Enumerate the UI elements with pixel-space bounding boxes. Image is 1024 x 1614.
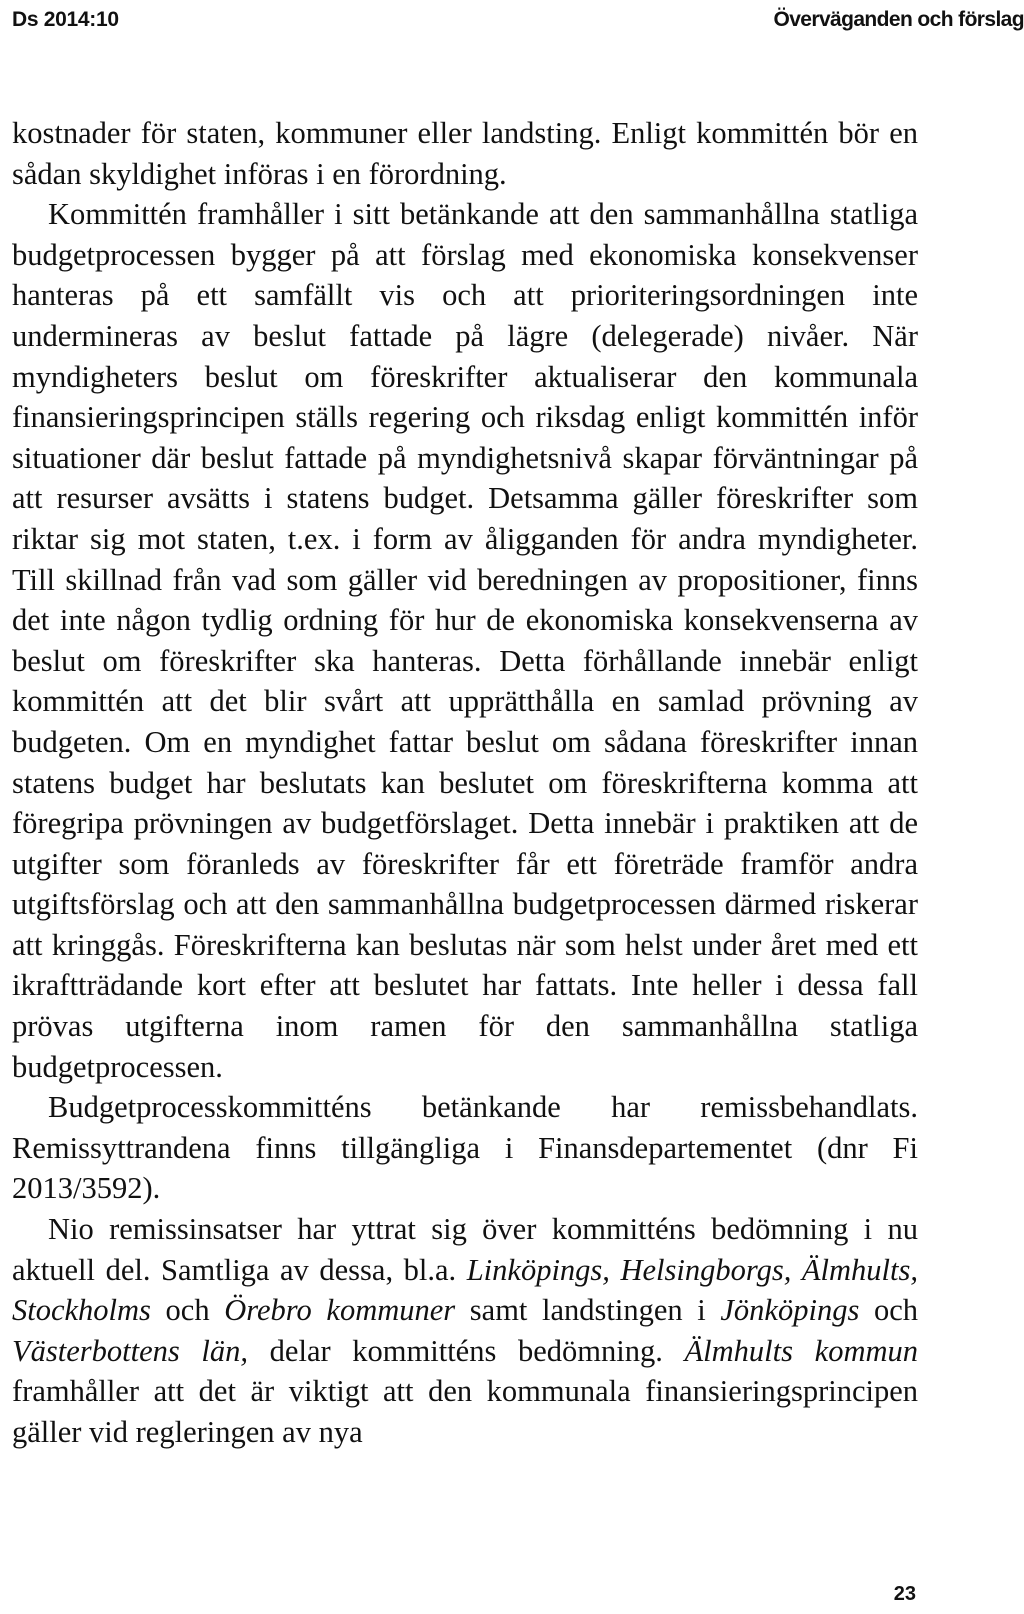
text-run: framhåller att det är viktigt att den kommunala finansieringsprincipen gäller vid regleringen av nya — [12, 1374, 918, 1449]
running-header-left: Ds 2014:10 — [12, 8, 119, 31]
page-number: 23 — [893, 1583, 916, 1605]
italic-jonkoping: Jönköpings — [720, 1293, 860, 1328]
text-run: samt landstingen i — [455, 1293, 721, 1328]
italic-municipalities: Linköpings, Helsingborgs, Älmhults, Stockholms — [12, 1252, 918, 1328]
text-run: delar kommitténs bedömning. — [248, 1333, 685, 1368]
paragraph-referral: Budgetprocesskommitténs betänkande har remissbehandlats. Remissyttrandena finns tillgängliga i Finansdepartementet (dnr Fi 2013/3592). — [12, 1090, 918, 1206]
italic-vasterbotten: Västerbottens län, — [12, 1333, 249, 1368]
text-run: och — [859, 1293, 918, 1328]
text-run: Nio remissinsatser har yttrat sig över kommitténs bedömning i nu aktuell del. Samtliga av dessa, bl.a. — [12, 1212, 918, 1287]
paragraph-referral-responses — [12, 1209, 918, 1453]
italic-orebro: Örebro kommuner — [224, 1293, 456, 1328]
paragraph-continued: kostnader för staten, kommuner eller landsting. Enligt kommittén bör en sådan skyldighet införas i en förordning. — [12, 116, 918, 191]
text-run: och — [150, 1293, 225, 1328]
page-body — [12, 113, 918, 1453]
italic-almhult: Älmhults kommun — [684, 1333, 919, 1368]
running-header-right: Överväganden och förslag — [773, 8, 1024, 31]
paragraph-committee-view: Kommittén framhåller i sitt betänkande att den sammanhållna statliga budgetprocessen bygger på att förslag med ekonomiska konsekvenser hanteras på ett samfällt vis och att prioriteringsordningen inte undermineras av beslut fattade på lägre (delegerade) nivåer. När myndigheters beslut om föreskrifter aktualiserar den kommunala finansieringsprincipen ställs regering och riksdag enligt kommittén inför situationer där beslut fattade på myndighetsnivå skapar förväntningar på att resurser avsätts i statens budget. Detsamma gäller föreskrifter som riktar sig mot staten, t.ex. i form av åligganden för andra myndigheter. Till skillnad från vad som gäller vid beredningen av propositioner, finns det inte någon tydlig ordning för hur de ekonomiska konsekvenserna av beslut om föreskrifter ska hanteras. Detta förhållande innebär enligt kommittén att det blir svårt att upprätthålla en samlad prövning av budgeten. Om en myndighet fattar beslut om sådana föreskrifter innan statens budget har beslutats kan beslutet om föreskrifterna komma att föregripa prövningen av budgetförslaget. Detta innebär i praktiken att de utgifter som föranleds av föreskrifter får ett företräde framför andra utgiftsförslag och att den sammanhållna budgetprocessen därmed riskerar att kringgås. Föreskrifterna kan beslutas när som helst under året med ett ikraftträdande kort efter att beslutet har fattats. Inte heller i dessa fall prövas utgifterna inom ramen för den sammanhållna statliga budgetprocessen. — [12, 197, 918, 1084]
